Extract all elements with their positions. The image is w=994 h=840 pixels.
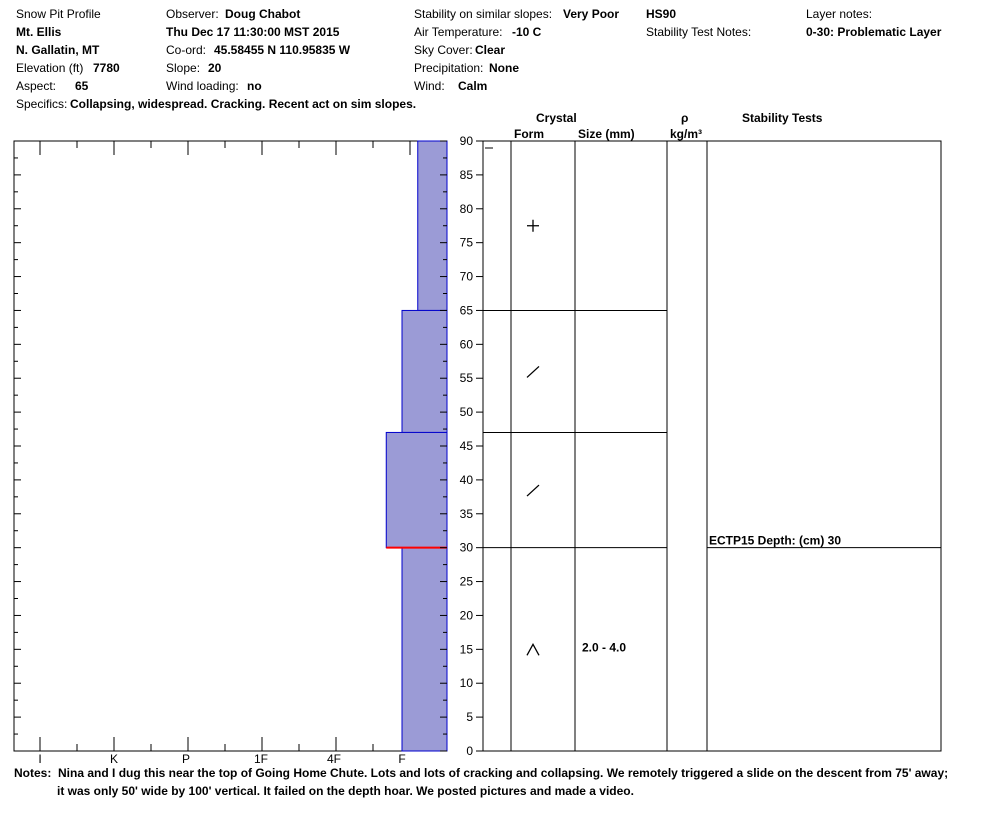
observation-datetime: Thu Dec 17 11:30:00 MST 2015: [166, 25, 340, 39]
density-symbol: ρ: [681, 111, 689, 125]
depth-label-10: 10: [459, 676, 473, 691]
specifics-value: Collapsing, widespread. Cracking. Recent act on sim slopes.: [70, 97, 417, 111]
air-temp-label: Air Temperature:: [414, 25, 503, 39]
depth-label-40: 40: [459, 472, 473, 487]
grain-size-0: 2.0 - 4.0: [582, 640, 627, 655]
depth-label-60: 60: [459, 337, 473, 352]
hardness-plot: [14, 141, 447, 751]
coord-value: 45.58455 N 110.95835 W: [214, 43, 351, 57]
aspect-label: Aspect:: [16, 79, 57, 93]
hardness-label-I: I: [38, 752, 42, 766]
observer-label: Observer:: [166, 7, 219, 21]
sky-cover-label: Sky Cover:: [414, 43, 473, 57]
grain-form-slash-1: [527, 366, 539, 377]
hardness-label-4F: 4F: [326, 752, 342, 766]
wind-loading-value: no: [247, 79, 262, 93]
coord-label: Co-ord:: [166, 43, 207, 57]
stability-test-results: [709, 534, 841, 548]
depth-label-55: 55: [459, 371, 473, 386]
crystal-header: Crystal: [536, 111, 577, 125]
depth-label-20: 20: [459, 608, 473, 623]
grain-form-slash-2: [527, 485, 539, 496]
hardness-plot-frame: [14, 141, 447, 751]
stability-test-label-0: ECTP15 Depth: (cm) 30: [709, 533, 842, 548]
air-temp-value: -10 C: [512, 25, 542, 39]
location-name: Mt. Ellis: [16, 25, 62, 39]
grain-form-plus-0: [527, 220, 539, 232]
stability-notes-label: Stability Test Notes:: [646, 25, 752, 39]
wind-value: Calm: [458, 79, 488, 93]
layer-table: [483, 141, 941, 751]
stability-tests-header: Stability Tests: [742, 111, 823, 125]
notes-label: Notes:: [14, 766, 52, 780]
depth-label-70: 70: [459, 269, 473, 284]
depth-label-15: 15: [459, 642, 473, 657]
stability-similar-value: Very Poor: [563, 7, 620, 21]
wind-loading-label: Wind loading:: [166, 79, 239, 93]
elevation-value: 7780: [93, 61, 120, 75]
elevation-label: Elevation (ft): [16, 61, 84, 75]
depth-label-25: 25: [459, 574, 473, 589]
depth-label-50: 50: [459, 405, 473, 420]
hardness-ticks: [38, 141, 447, 766]
observer-value: Doug Chabot: [225, 7, 301, 21]
precip-value: None: [489, 61, 519, 75]
depth-label-0: 0: [466, 744, 473, 758]
depth-label-85: 85: [459, 167, 473, 182]
depth-label-30: 30: [459, 540, 473, 555]
notes-line-2: it was only 50' wide by 100' vertical. It failed on the depth hoar. We posted pictures and made a video.: [57, 784, 634, 798]
layer-notes-label: Layer notes:: [806, 7, 873, 21]
layer-table-frame: [483, 141, 941, 751]
specifics-label: Specifics:: [16, 97, 68, 111]
hardness-layer-2: [386, 432, 447, 547]
depth-label-5: 5: [466, 710, 473, 725]
hardness-label-K: K: [109, 752, 119, 766]
grain-forms: [527, 220, 539, 656]
pit-notes: [14, 764, 974, 800]
size-header: Size (mm): [578, 127, 635, 141]
aspect-value: 65: [75, 79, 89, 93]
layer-notes-value: 0-30: Problematic Layer: [806, 25, 942, 39]
sky-cover-value: Clear: [475, 43, 506, 57]
location-region: N. Gallatin, MT: [16, 43, 100, 57]
depth-label-75: 75: [459, 235, 473, 250]
slope-label: Slope:: [166, 61, 201, 75]
grain-form-caret-3: [527, 644, 539, 655]
hardness-layers: [386, 141, 447, 751]
depth-label-80: 80: [459, 201, 473, 216]
pit-title: Snow Pit Profile: [16, 7, 101, 21]
wind-label: Wind:: [414, 79, 445, 93]
depth-label-35: 35: [459, 506, 473, 521]
hardness-layer-1: [402, 310, 447, 432]
hardness-label-P: P: [181, 752, 191, 766]
depth-label-45: 45: [459, 439, 473, 453]
grain-sizes: [582, 640, 626, 654]
hardness-label-1F: 1F: [253, 752, 269, 766]
depth-label-90: 90: [459, 134, 473, 148]
snow-height: HS90: [646, 7, 677, 21]
depth-label-65: 65: [459, 303, 473, 318]
precip-label: Precipitation:: [414, 61, 484, 75]
notes-line-1: Nina and I dug this near the top of Going Home Chute. Lots and lots of cracking and collapsing. We remotely triggered a slide on the descent from 75' away;: [58, 766, 949, 780]
stability-similar-label: Stability on similar slopes:: [414, 7, 553, 21]
hardness-layer-0: [418, 141, 447, 310]
hardness-label-F: F: [398, 752, 406, 766]
form-header: Form: [514, 127, 544, 141]
slope-value: 20: [208, 61, 222, 75]
density-unit: kg/m³: [670, 127, 703, 141]
